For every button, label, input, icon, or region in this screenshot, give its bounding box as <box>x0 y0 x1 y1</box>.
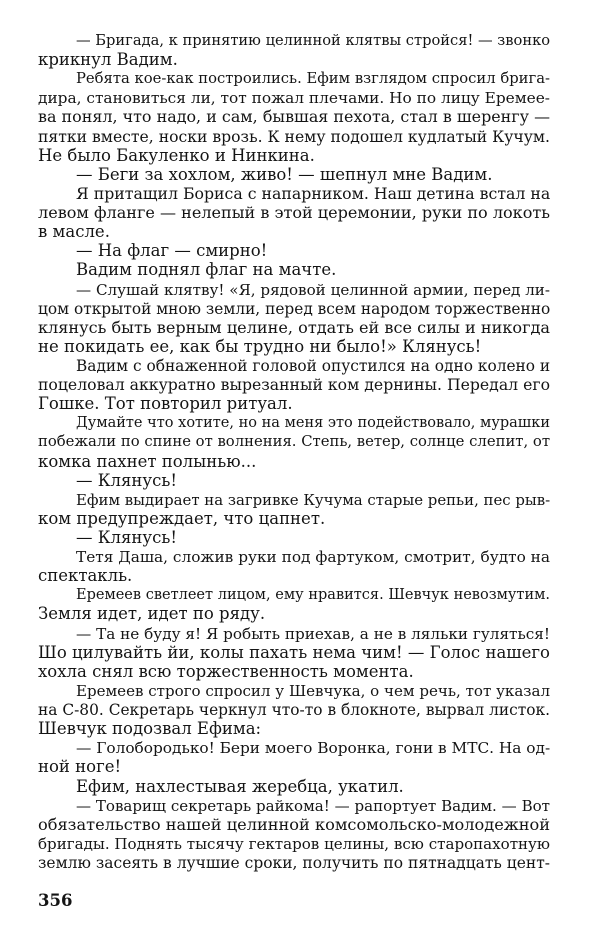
text-line: бригады. Поднять тысячу гектаров целины, всю старопахотную <box>38 835 550 853</box>
text-line: Шевчук подозвал Ефима: <box>38 719 262 738</box>
text-line: — Голобородько! Бери моего Воронка, гони в МТС. На од- <box>76 739 551 757</box>
text-line: Вадим поднял флаг на мачте. <box>76 260 337 279</box>
text-line: ной ноге! <box>38 757 122 776</box>
text-line: Ефим, нахлестывая жеребца, укатил. <box>76 777 404 796</box>
text-line: Ефим выдирает на загривке Кучума старые репьи, пес рыв- <box>76 491 551 509</box>
text-line: Вадим с обнаженной головой опустился на одно колено и <box>76 357 551 375</box>
text-line: — Слушай клятву! «Я, рядовой целинной армии, перед ли- <box>76 281 550 299</box>
text-line: хохла снял всю торжественность момента. <box>38 662 414 681</box>
text-line: — Бригада, к принятию целинной клятвы стройся! — звонко <box>76 32 551 49</box>
text-line: Ребята кое-как построились. Ефим взглядом спросил брига- <box>76 70 550 87</box>
text-line: пятки вместе, носки врозь. К нему подошел кудлатый Кучум. <box>38 128 550 146</box>
text-line: — Товарищ секретарь райкома! — рапортует Вадим. — Вот <box>76 797 550 815</box>
text-line: Шо цилувайть йи, колы пахать нема чим! — Голос нашего <box>38 643 550 662</box>
text-line: Думайте что хотите, но на меня это подействовало, мурашки <box>76 415 550 431</box>
text-line: ком предупреждает, что цапнет. <box>38 509 326 528</box>
text-line: левом фланге — нелепый в этой церемонии, руки по локоть <box>38 203 550 222</box>
text-line: спектакль. <box>38 566 133 585</box>
text-line: дира, становиться ли, тот пожал плечами. Но по лицу Еремее- <box>38 89 550 107</box>
text-line: Не было Бакуленко и Нинкина. <box>38 146 315 165</box>
text-line: — Клянусь! <box>76 471 177 490</box>
text-line: побежали по спине от волнения. Степь, ветер, солнце слепит, от <box>38 433 550 450</box>
text-line: Тетя Даша, сложив руки под фартуком, смотрит, будто на <box>76 548 550 566</box>
text-line: обязательство нашей целинной комсомольско-молодежной <box>38 815 550 834</box>
text-line: ва понял, что надо, и сам, бывшая пехота, стал в шеренгу — <box>38 107 550 126</box>
text-line: цом открытой мною земли, перед всем народом торжественно <box>38 300 551 318</box>
text-line: клянусь быть верным целине, отдать ей все силы и никогда <box>38 318 550 337</box>
text-line: — Клянусь! <box>76 528 177 547</box>
text-line: поцеловал аккуратно вырезанный ком дернины. Передал его <box>38 375 550 394</box>
text-line: Гошке. Тот повторил ритуал. <box>38 394 293 413</box>
text-line: не покидать ее, как бы трудно ни было!» Клянусь! <box>38 337 482 356</box>
text-line: землю засеять в лучшие сроки, получить по пятнадцать цент- <box>38 854 550 872</box>
text-line: — Та не буду я! Я робыть приехав, а не в ляльки гуляться! <box>76 625 550 643</box>
page-number: 356 <box>38 891 73 910</box>
text-line: Еремеев строго спросил у Шевчука, о чем речь, тот указал <box>76 682 550 700</box>
text-line: Еремеев светлеет лицом, ему нравится. Шевчук невозмутим. <box>76 587 550 603</box>
text-line: — Беги за хохлом, живо! — шепнул мне Вадим. <box>76 165 493 184</box>
text-line: в масле. <box>38 222 110 241</box>
text-line: — На флаг — смирно! <box>76 241 268 260</box>
text-line: на С-80. Секретарь черкнул что-то в блокноте, вырвал листок. <box>38 701 550 719</box>
text-line: комка пахнет полынью... <box>38 452 257 471</box>
text-line: Земля идет, идет по ряду. <box>38 604 266 623</box>
text-line: Я притащил Бориса с напарником. Наш детина встал на <box>76 184 551 203</box>
text-line: крикнул Вадим. <box>38 50 178 69</box>
